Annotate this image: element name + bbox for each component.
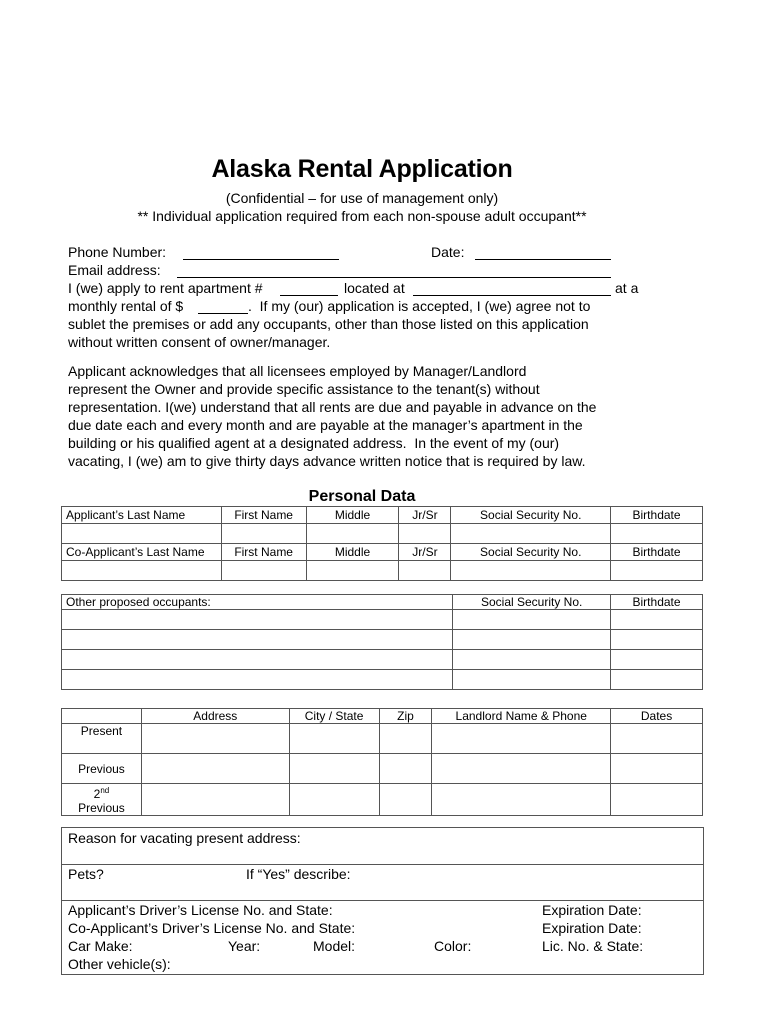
dates-cell[interactable] [611,754,703,784]
landlord-cell[interactable] [432,784,611,816]
personal-data-title: Personal Data [308,488,416,505]
located-at-label: located at [344,280,405,296]
occupants-header: Other proposed occupants: [62,595,453,610]
lic-label: Lic. No. & State: [542,938,644,954]
ssn-header: Social Security No. [451,544,611,561]
occupant-row [62,650,703,670]
occupant-notice: ** Individual application required from each non-spouse adult occupant** [137,208,587,224]
city-state-cell[interactable] [289,754,379,784]
previous-address-row [62,754,703,784]
coapplicant-jrsr-cell[interactable] [399,561,451,581]
dates-header: Dates [611,709,703,724]
ssn-header: Social Security No. [451,507,611,524]
zip-cell[interactable] [379,754,432,784]
birthdate-header: Birthdate [611,544,703,561]
address-cell[interactable] [141,724,289,754]
pets-describe-label: If “Yes” describe: [246,866,351,882]
occupant-ssn-cell[interactable] [453,630,611,650]
occupant-birthdate-cell[interactable] [611,670,703,690]
city-state-cell[interactable] [289,784,379,816]
date-label: Date: [431,244,465,260]
dl-coapplicant-label: Co-Applicant’s Driver’s License No. and State: [68,920,356,936]
location-field[interactable] [413,282,611,296]
address-history-table [61,708,703,816]
occupant-ssn-cell[interactable] [453,650,611,670]
applicant-last-name-header: Applicant’s Last Name [62,507,222,524]
coapplicant-input-row [62,561,703,581]
occupant-ssn-cell[interactable] [453,610,611,630]
applicant-input-row [62,524,703,544]
first-name-header: First Name [221,544,306,561]
previous-label: Previous [62,754,142,784]
confidential-note: (Confidential – for use of management only) [225,190,499,206]
zip-cell[interactable] [379,724,432,754]
sublet-line: sublet the premises or add any occupants, other than those listed on this application [68,316,589,332]
email-label: Email address: [68,262,161,278]
ack-line: Applicant acknowledges that all licensees employed by Manager/Landlord [68,363,527,379]
other-vehicles-label: Other vehicle(s): [68,956,171,972]
occupant-name-cell[interactable] [62,650,453,670]
address-cell[interactable] [141,754,289,784]
occupant-row [62,610,703,630]
middle-header: Middle [306,544,399,561]
ack-line: building or his qualified agent at a designated address. In the event of my (our) [68,435,560,451]
coapplicant-first-name-cell[interactable] [221,561,306,581]
monthly-rental-field[interactable] [198,300,248,314]
landlord-cell[interactable] [432,754,611,784]
model-label: Model: [313,938,356,954]
landlord-header: Landlord Name & Phone [432,709,611,724]
second-sup: nd [100,786,110,795]
present-address-row [62,724,703,754]
phone-label: Phone Number: [68,244,167,260]
personal-data-table [61,506,703,581]
details-box [61,827,704,975]
occupant-birthdate-cell[interactable] [611,630,703,650]
present-label: Present [62,724,142,754]
dates-cell[interactable] [611,784,703,816]
expiration-label: Expiration Date: [542,902,642,918]
ack-line: representation. I(we) understand that all rents are due and payable in advance on the [68,399,597,415]
address-header: Address [141,709,289,724]
applicant-jrsr-cell[interactable] [399,524,451,544]
occupant-name-cell[interactable] [62,630,453,650]
color-label: Color: [434,938,472,954]
jrsr-header: Jr/Sr [399,544,451,561]
coapplicant-birthdate-cell[interactable] [611,561,703,581]
applicant-ssn-cell[interactable] [451,524,611,544]
phone-field[interactable] [183,246,339,260]
ack-line: due date each and every month and are payable at the manager’s apartment in the [68,417,583,433]
applicant-middle-cell[interactable] [306,524,399,544]
second-prefix: 2 [93,787,101,801]
occupants-table [61,594,703,690]
ssn-header: Social Security No. [453,595,611,610]
middle-header: Middle [306,507,399,524]
coapplicant-ssn-cell[interactable] [451,561,611,581]
second-previous-text: Previous [78,801,125,815]
coapplicant-header-row [62,544,703,561]
occupants-header-row [62,595,703,610]
coapplicant-last-name-header: Co-Applicant’s Last Name [62,544,222,561]
year-label: Year: [228,938,261,954]
second-previous-label [62,784,142,816]
occupant-birthdate-cell[interactable] [611,650,703,670]
applicant-birthdate-cell[interactable] [611,524,703,544]
first-name-header: First Name [221,507,306,524]
date-field[interactable] [475,246,611,260]
occupant-ssn-cell[interactable] [453,670,611,690]
blank-header [62,709,142,724]
email-field[interactable] [177,264,611,278]
expiration-label: Expiration Date: [542,920,642,936]
ack-line: represent the Owner and provide specific assistance to the tenant(s) without [68,381,540,397]
birthdate-header: Birthdate [611,595,703,610]
reason-label: Reason for vacating present address: [68,830,301,846]
rental-prefix: monthly rental of $ [68,298,184,314]
applicant-header-row [62,507,703,524]
acknowledgement-paragraph [68,362,668,470]
zip-cell[interactable] [379,784,432,816]
car-make-label: Car Make: [68,938,133,954]
dates-cell[interactable] [611,724,703,754]
at-a-label: at a [615,280,639,296]
occupant-name-cell[interactable] [62,610,453,630]
birthdate-header: Birthdate [611,507,703,524]
applicant-first-name-cell[interactable] [221,524,306,544]
ack-line: vacating, I (we) am to give thirty days advance written notice that is required by law. [68,453,586,469]
applicant-last-name-cell[interactable] [62,524,222,544]
city-state-cell[interactable] [289,724,379,754]
occupant-name-cell[interactable] [62,670,453,690]
landlord-cell[interactable] [432,724,611,754]
second-previous-row [62,784,703,816]
apply-prefix: I (we) apply to rent apartment # [68,280,263,296]
city-state-header: City / State [289,709,379,724]
coapplicant-middle-cell[interactable] [306,561,399,581]
apartment-number-field[interactable] [280,282,338,296]
jrsr-header: Jr/Sr [399,507,451,524]
occupant-row [62,630,703,650]
occupant-birthdate-cell[interactable] [611,610,703,630]
rental-suffix: . If my (our) application is accepted, I (we) agree not to [248,298,591,314]
address-header-row [62,709,703,724]
page-title: Alaska Rental Application [211,155,513,183]
coapplicant-last-name-cell[interactable] [62,561,222,581]
address-cell[interactable] [141,784,289,816]
zip-header: Zip [379,709,432,724]
pets-label: Pets? [68,866,104,882]
consent-line: without written consent of owner/manager. [68,334,331,350]
dl-applicant-label: Applicant’s Driver’s License No. and State: [68,902,333,918]
occupant-row [62,670,703,690]
